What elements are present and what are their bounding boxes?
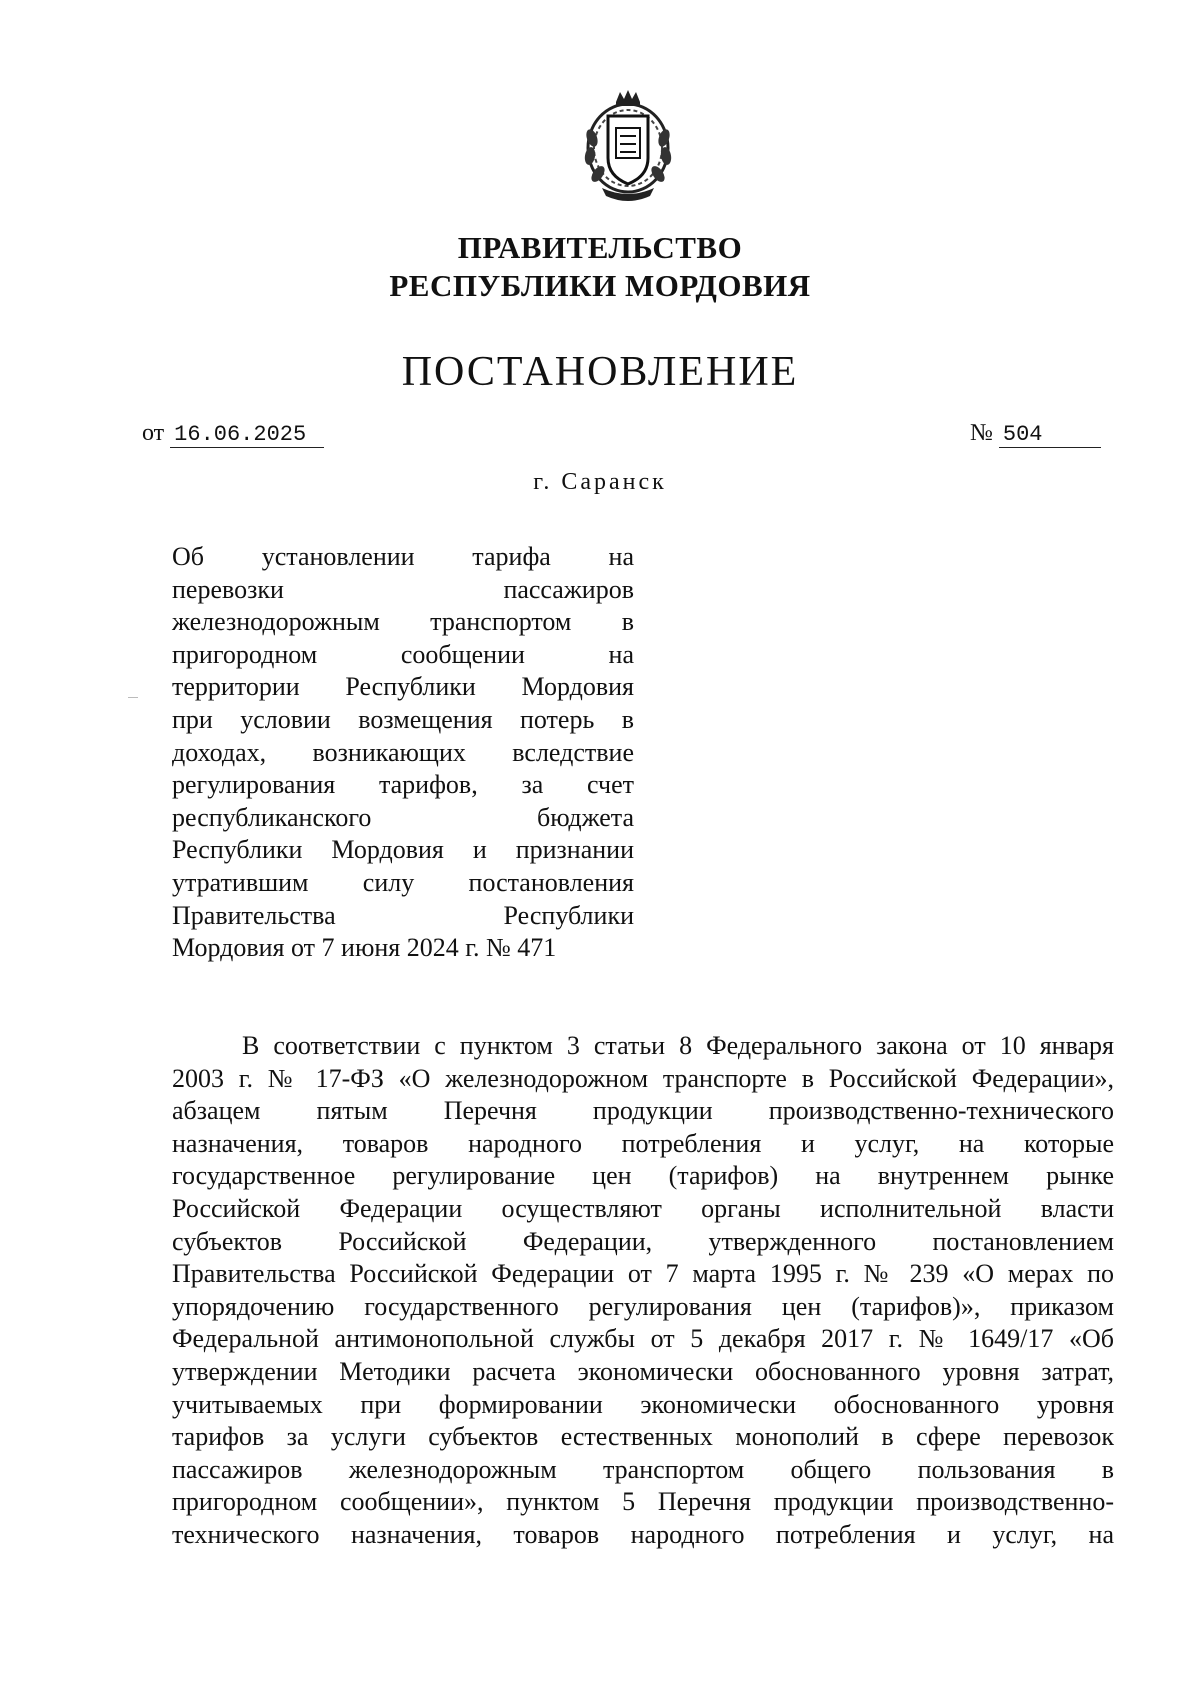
body-line: Федеральной антимонопольной службы от 5 декабря 2017 г. № 1649/17 «Об <box>172 1324 1114 1354</box>
body-line: учитываемых при формировании экономически обоснованного уровня <box>172 1389 1114 1419</box>
body-line: пригородном сообщении», пунктом 5 Перечня продукции производственно- <box>172 1487 1114 1517</box>
subject-line: регулирования тарифов, за счет <box>172 770 634 800</box>
body-line: 2003 г. № 17-ФЗ «О железнодорожном транспорте в Российской Федерации», <box>172 1063 1114 1093</box>
margin-mark <box>128 697 138 698</box>
coat-of-arms-icon <box>580 88 676 204</box>
body-line: утверждении Методики расчета экономически обоснованного уровня затрат, <box>172 1356 1114 1386</box>
subject-line: при условии возмещения потерь в <box>172 704 634 734</box>
body-line: тарифов за услуги субъектов естественных монополий в сфере перевозок <box>172 1422 1114 1452</box>
date-prefix: от <box>142 420 165 446</box>
body-line: технического назначения, товаров народного потребления и услуг, на <box>172 1519 1114 1549</box>
body-line: Российской Федерации осуществляют органы исполнительной власти <box>172 1193 1114 1223</box>
subject-line: железнодорожным транспортом в <box>172 607 634 637</box>
subject-line: Республики Мордовия и признании <box>172 835 634 865</box>
subject-line: пригородном сообщении на <box>172 639 634 669</box>
body-line: В соответствии с пунктом 3 статьи 8 Федерального закона от 10 января <box>242 1031 1114 1060</box>
subject-line: доходах, возникающих вследствие <box>172 737 634 767</box>
body-line: упорядочению государственного регулирования цен (тарифов)», приказом <box>172 1291 1114 1321</box>
body-line: абзацем пятым Перечня продукции производственно-технического <box>172 1096 1114 1126</box>
document-body <box>172 1030 1114 1552</box>
subject-line: перевозки пассажиров <box>172 574 634 604</box>
organization-name-line1: ПРАВИТЕЛЬСТВО <box>457 230 743 265</box>
city: г. Саранск <box>533 469 667 495</box>
document-subject <box>172 541 634 965</box>
body-line: государственное регулирование цен (тарифов) на внутреннем рынке <box>172 1161 1114 1191</box>
number-prefix: № <box>970 420 993 446</box>
document-date <box>142 418 324 448</box>
subject-line: утратившим силу постановления <box>172 867 634 897</box>
organization-name-line2: РЕСПУБЛИКИ МОРДОВИЯ <box>389 268 811 303</box>
date-value: 16.06.2025 <box>170 423 324 448</box>
subject-line: Мордовия от 7 июня 2024 г. № 471 <box>172 933 557 963</box>
document-number <box>970 418 1101 448</box>
number-value: 504 <box>999 423 1101 448</box>
subject-line: территории Республики Мордовия <box>172 672 634 702</box>
subject-line: республиканского бюджета <box>172 802 634 832</box>
subject-line: Правительства Республики <box>172 900 634 930</box>
body-line: субъектов Российской Федерации, утвержденного постановлением <box>172 1226 1114 1256</box>
subject-line: Об установлении тарифа на <box>172 542 634 571</box>
body-line: назначения, товаров народного потребления и услуг, на которые <box>172 1128 1114 1158</box>
body-line: Правительства Российской Федерации от 7 марта 1995 г. № 239 «О мерах по <box>172 1259 1114 1289</box>
document-type: ПОСТАНОВЛЕНИЕ <box>401 349 799 395</box>
body-line: пассажиров железнодорожным транспортом общего пользования в <box>172 1454 1114 1484</box>
